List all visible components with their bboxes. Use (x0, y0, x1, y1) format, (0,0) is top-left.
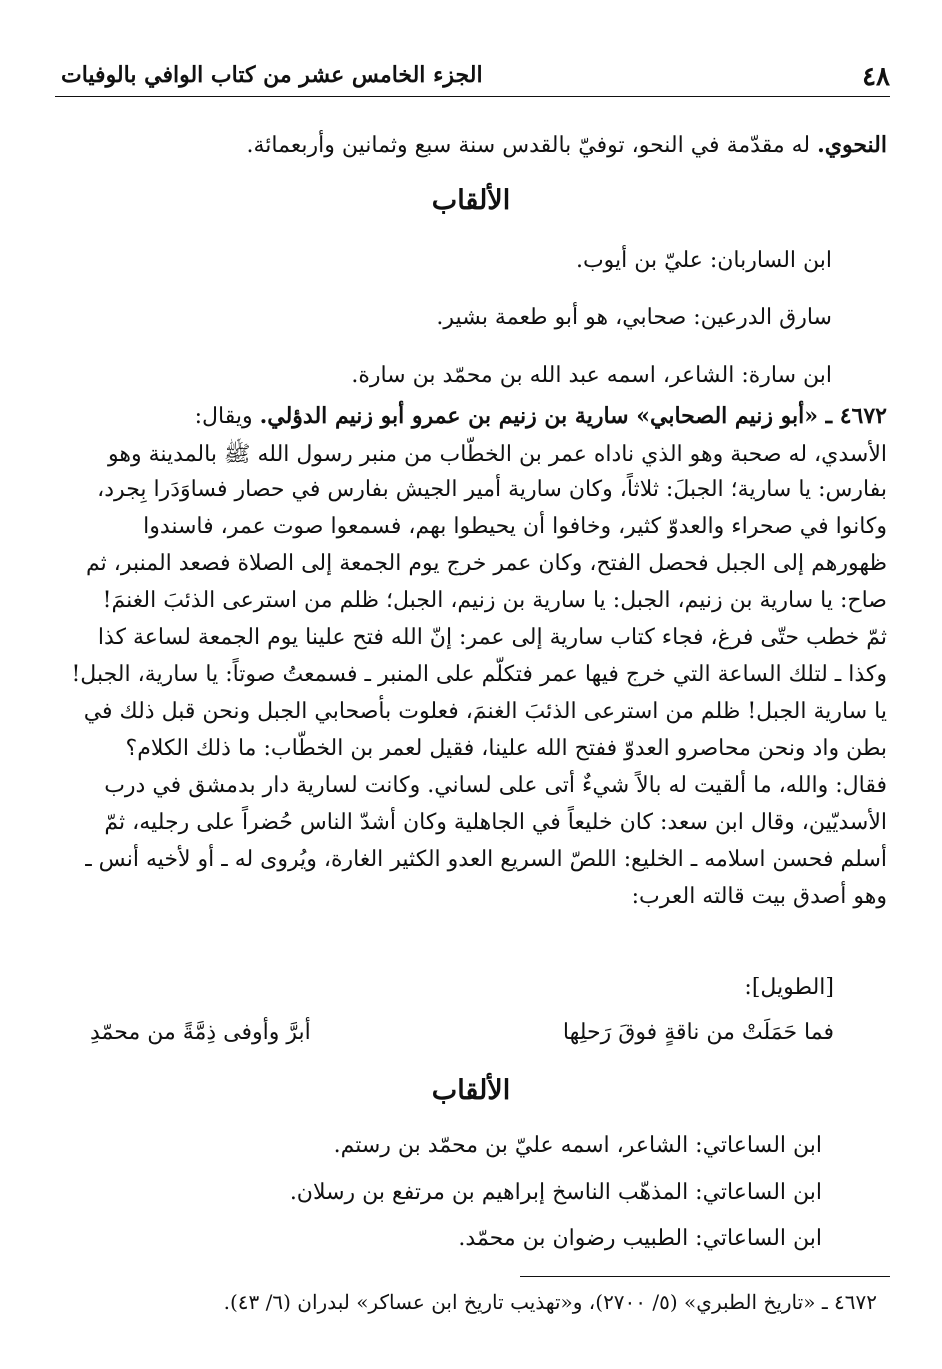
lakab-entry: ابن الساعاتي: الشاعر، اسمه عليّ بن محمّد بن رستم. (333, 1133, 822, 1158)
lakab-entry: ابن الساربان: عليّ بن أيوب. (575, 248, 832, 273)
page-number: ٤٨ (862, 62, 890, 92)
biography-line: وهو أصدق بيت قالته العرب: (631, 884, 887, 909)
biography-line: فقال: والله، ما ألقيت له بالاً شيءٌ أتى على لساني. وكانت لسارية دار بدمشق في درب (104, 773, 887, 798)
lakab-entry: ابن سارة: الشاعر، اسمه عبد الله بن محمّد بن سارة. (351, 363, 832, 388)
lakab-entry: سارق الدرعين: صحابي، هو أبو طعمة بشير. (436, 305, 832, 330)
biography-line: يا سارية الجبل! ظلم من استرعى الذئبَ الغنمَ، فعلوت بأصحابي الجبل ونحن قبل ذلك في (83, 699, 887, 724)
lakab-entry: ابن الساعاتي: الطبيب رضوان بن محمّد. (458, 1226, 822, 1251)
poem-hemistich-second: أبرَّ وأوفى ذِمَّةً من محمّدِ (90, 1020, 311, 1045)
biography-title (195, 403, 887, 429)
biography-line: ظهورهم إلى الجبل فحصل الفتح، وكان عمر خرج يوم الجمعة إلى الصلاة فصعد المنبر، ثم (85, 551, 887, 576)
opening-line (246, 132, 887, 158)
footnote: ٤٦٧٢ ـ «تاريخ الطبري» (٥/ ٢٧٠٠)، و«تهذيب تاريخ ابن عساكر» لبدران (٦/ ٤٣). (223, 1290, 877, 1314)
biography-line: الأسديّين، وقال ابن سعد: كان خليعاً في الجاهلية وكان أشدّ الناس حُضراً على رجليه، ثمّ (104, 810, 887, 835)
biography-title-bold: ٤٦٧٢ ـ «أبو زنيم الصحابي» سارية بن زنيم بن عمرو أبو زنيم الدؤلي. (259, 403, 887, 429)
poem-hemistich-first: فما حَمَلَتْ من ناقةٍ فوقَ رَحلِها (562, 1020, 834, 1045)
footnote-rule (520, 1276, 890, 1277)
biography-line: وكذا ـ لتلك الساعة التي خرج فيها عمر فتكلّم على المنبر ـ فسمعتُ صوتاً: يا سارية، الجبل! (71, 662, 887, 687)
opening-bold-word: النحوي. (817, 132, 887, 158)
section-heading-1: الألقاب (431, 185, 511, 216)
biography-line: ثمّ خطب حتّى فرغ، فجاء كتاب سارية إلى عمر: إنّ الله فتح علينا يوم الجمعة لساعة كذا (97, 625, 887, 650)
biography-line: بفارس: يا سارية؛ الجبلَ: ثلاثاً، وكان سارية أمير الجيش بفارس في حصار فساوَدَرا بِجرد، (97, 477, 887, 502)
biography-line: بطن واد ونحن محاصرو العدوّ ففتح الله علينا، فقيل لعمر بن الخطّاب: ما ذلك الكلام؟ (125, 736, 887, 761)
biography-line: صاح: يا سارية بن زنيم، الجبل: يا سارية بن زنيم، الجبل؛ ظلم من استرعى الذئبَ الغنمَ! (102, 588, 887, 613)
section-heading-2: الألقاب (431, 1075, 511, 1106)
lakab-entry: ابن الساعاتي: المذهّب الناسخ إبراهيم بن مرتفع بن رسلان. (289, 1180, 822, 1205)
biography-line: أسلم فحسن اسلامه ـ الخليع: اللصّ السريع العدو الكثير الغارة، ويُروى له ـ أو لأخيه أنس ـ (85, 847, 887, 872)
biography-line: الأسدي، له صحبة وهو الذي ناداه عمر بن الخطّاب من منبر رسول الله ﷺ بالمدينة وهو (108, 442, 887, 467)
poem-verse (90, 1020, 834, 1056)
running-header (55, 62, 890, 97)
poem-meter: [الطويل]: (744, 975, 834, 1000)
opening-text: له مقدّمة في النحو، توفيّ بالقدس سنة سبع وثمانين وأربعمائة. (246, 133, 818, 158)
biography-title-rest: ويقال: (194, 404, 260, 429)
biography-line: وكانوا في صحراء والعدوّ كثير، وخافوا أن يحيطوا بهم، فسمعوا صوت عمر، فاسندوا (143, 514, 887, 539)
book-title: الجزء الخامس عشر من كتاب الوافي بالوفيات (61, 62, 483, 88)
